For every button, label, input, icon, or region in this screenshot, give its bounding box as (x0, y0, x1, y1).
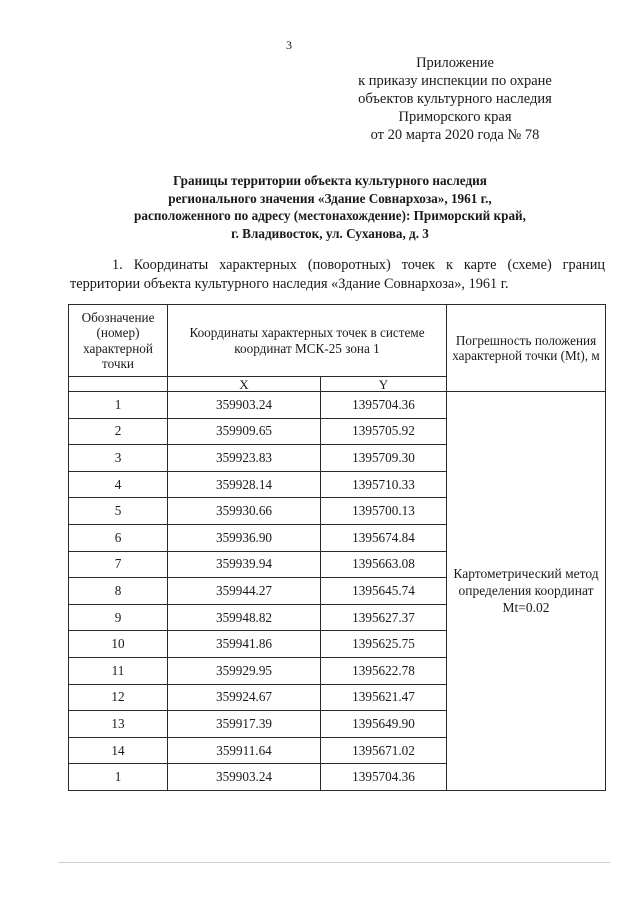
intro-paragraph (70, 256, 605, 294)
point-number-cell: 5 (69, 498, 168, 525)
y-coordinate-cell: 1395704.36 (321, 392, 447, 419)
x-coordinate-cell: 359917.39 (168, 711, 321, 738)
title-line: г. Владивосток, ул. Суханова, д. 3 (231, 225, 429, 241)
coordinates-table (68, 304, 606, 791)
y-coordinate-cell: 1395625.75 (321, 631, 447, 658)
table-row (69, 392, 606, 419)
point-number-cell: 1 (69, 764, 168, 791)
header-y: Y (321, 377, 447, 392)
appendix-line: объектов культурного наследия (358, 91, 552, 107)
x-coordinate-cell: 359930.66 (168, 498, 321, 525)
appendix-line: Приморского края (398, 109, 512, 125)
point-number-cell: 13 (69, 711, 168, 738)
header-empty (69, 377, 168, 392)
appendix-line: от 20 марта 2020 года № 78 (370, 127, 540, 143)
y-coordinate-cell: 1395671.02 (321, 737, 447, 764)
x-coordinate-cell: 359941.86 (168, 631, 321, 658)
y-coordinate-cell: 1395645.74 (321, 578, 447, 605)
point-number-cell: 9 (69, 604, 168, 631)
x-coordinate-cell: 359929.95 (168, 657, 321, 684)
x-coordinate-cell: 359923.83 (168, 445, 321, 472)
x-coordinate-cell: 359928.14 (168, 471, 321, 498)
point-number-cell: 14 (69, 737, 168, 764)
x-coordinate-cell: 359944.27 (168, 578, 321, 605)
x-coordinate-cell: 359911.64 (168, 737, 321, 764)
y-coordinate-cell: 1395622.78 (321, 657, 447, 684)
point-number-cell: 11 (69, 657, 168, 684)
y-coordinate-cell: 1395663.08 (321, 551, 447, 578)
appendix-line: Приложение (416, 55, 494, 71)
title-line: Границы территории объекта культурного наследия (173, 173, 487, 188)
intro-line-2: территории объекта культурного наследия «Здание Совнархоза», 1961 г. (70, 276, 509, 292)
title-line: регионального значения «Здание Совнархоза», 1961 г., (168, 190, 492, 206)
document-title (60, 172, 600, 242)
appendix-block (330, 54, 580, 144)
y-coordinate-cell: 1395700.13 (321, 498, 447, 525)
y-coordinate-cell: 1395649.90 (321, 711, 447, 738)
y-coordinate-cell: 1395621.47 (321, 684, 447, 711)
header-accuracy: Погрешность положения характерной точки (Mt), м (447, 305, 606, 392)
y-coordinate-cell: 1395627.37 (321, 604, 447, 631)
x-coordinate-cell: 359936.90 (168, 524, 321, 551)
page-number: 3 (286, 38, 292, 52)
x-coordinate-cell: 359924.67 (168, 684, 321, 711)
point-number-cell: 7 (69, 551, 168, 578)
x-coordinate-cell: 359939.94 (168, 551, 321, 578)
y-coordinate-cell: 1395709.30 (321, 445, 447, 472)
y-coordinate-cell: 1395710.33 (321, 471, 447, 498)
method-cell: Картометрический метод определения координат Mt=0.02 (447, 392, 606, 791)
title-line: расположенного по адресу (местонахождение): Приморский край, (134, 208, 526, 223)
point-number-cell: 10 (69, 631, 168, 658)
y-coordinate-cell: 1395705.92 (321, 418, 447, 445)
header-coordinates: Координаты характерных точек в системе координат МСК-25 зона 1 (168, 305, 447, 377)
point-number-cell: 4 (69, 471, 168, 498)
header-x: X (168, 377, 321, 392)
x-coordinate-cell: 359903.24 (168, 764, 321, 791)
table-body (69, 392, 606, 791)
header-designation: Обозначение (номер) характерной точки (69, 305, 168, 377)
intro-line-1: 1. Координаты характерных (поворотных) точек к карте (схеме) границ (112, 257, 605, 273)
x-coordinate-cell: 359909.65 (168, 418, 321, 445)
y-coordinate-cell: 1395704.36 (321, 764, 447, 791)
point-number-cell: 12 (69, 684, 168, 711)
page-edge-line (58, 862, 610, 863)
x-coordinate-cell: 359903.24 (168, 392, 321, 419)
point-number-cell: 8 (69, 578, 168, 605)
appendix-line: к приказу инспекции по охране (358, 73, 552, 89)
point-number-cell: 2 (69, 418, 168, 445)
point-number-cell: 6 (69, 524, 168, 551)
point-number-cell: 3 (69, 445, 168, 472)
y-coordinate-cell: 1395674.84 (321, 524, 447, 551)
x-coordinate-cell: 359948.82 (168, 604, 321, 631)
point-number-cell: 1 (69, 392, 168, 419)
